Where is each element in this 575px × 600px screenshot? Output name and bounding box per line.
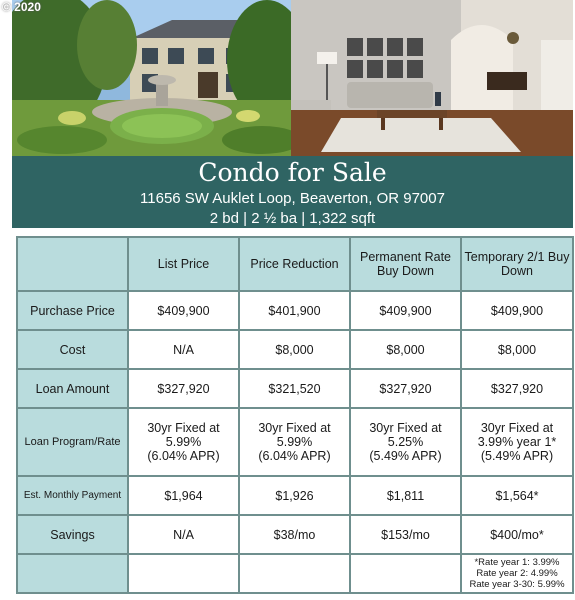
cell-line: (6.04% APR) [258,449,331,463]
table-cell: $409,900 [129,292,238,329]
table-row [18,370,572,407]
column-header: Permanent Rate Buy Down [351,238,460,290]
table-cell [351,409,460,475]
table-row [18,477,572,514]
table-cell: $401,900 [240,292,349,329]
cell-line: 5.99% [165,435,202,449]
footnote-line: Rate year 3-30: 5.99% [469,579,565,590]
cell-line: 30yr Fixed at [147,421,220,435]
exterior-photo[interactable] [12,0,291,156]
table-row [18,409,572,475]
table-cell: N/A [129,516,238,553]
rate-footnote [462,555,572,592]
header-corner [18,238,127,290]
listing-address: 11656 SW Auklet Loop, Beaverton, OR 97007 [140,190,445,207]
table-cell: $1,564* [462,477,572,514]
column-header: Price Reduction [240,238,349,290]
column-header: Temporary 2/1 Buy Down [462,238,572,290]
footnote-line: Rate year 2: 4.99% [476,568,558,579]
table-cell: $8,000 [351,331,460,368]
table-cell: $1,811 [351,477,460,514]
table-footnote-row [18,555,572,592]
table-cell: $327,920 [462,370,572,407]
listing-photos [12,0,573,156]
interior-photo[interactable] [291,0,573,156]
listing-title: Condo for Sale [198,158,387,187]
row-label: Purchase Price [18,292,127,329]
row-label: Cost [18,331,127,368]
cell-line: (6.04% APR) [147,449,220,463]
financing-comparison-table [16,236,574,594]
cell-line: 5.99% [276,435,313,449]
footnote-line: *Rate year 1: 3.99% [474,557,560,568]
table-cell: $327,920 [129,370,238,407]
table-cell-empty [240,555,349,592]
row-label: Savings [18,516,127,553]
table-cell-empty [351,555,460,592]
table-cell: $153/mo [351,516,460,553]
cell-line: (5.49% APR) [369,449,442,463]
cell-line: (5.49% APR) [480,449,554,463]
cell-line: 30yr Fixed at [258,421,331,435]
table-cell: N/A [129,331,238,368]
listing-specs: 2 bd | 2 ½ ba | 1,322 sqft [209,210,376,227]
table-cell: $1,926 [240,477,349,514]
table-cell: $321,520 [240,370,349,407]
row-label: Loan Program/Rate [18,409,127,475]
table-cell: $400/mo* [462,516,572,553]
copyright-watermark: © 2020 [2,0,41,14]
table-cell [240,409,349,475]
table-cell: $8,000 [240,331,349,368]
column-header: List Price [129,238,238,290]
table-header-row [18,238,572,290]
cell-line: 3.99% year 1* [477,435,557,449]
table-cell: $409,900 [351,292,460,329]
cell-line: 30yr Fixed at [369,421,442,435]
listing-banner [12,156,573,228]
table-cell: $38/mo [240,516,349,553]
table-cell [462,409,572,475]
cell-line: 30yr Fixed at [480,421,554,435]
row-label-empty [18,555,127,592]
table-cell-empty [129,555,238,592]
table-row [18,292,572,329]
table-row [18,516,572,553]
table-cell [129,409,238,475]
table-row [18,331,572,368]
table-cell: $1,964 [129,477,238,514]
table-cell: $409,900 [462,292,572,329]
table-cell: $327,920 [351,370,460,407]
cell-line: 5.25% [387,435,424,449]
row-label: Loan Amount [18,370,127,407]
row-label: Est. Monthly Payment [18,477,127,514]
table-cell: $8,000 [462,331,572,368]
